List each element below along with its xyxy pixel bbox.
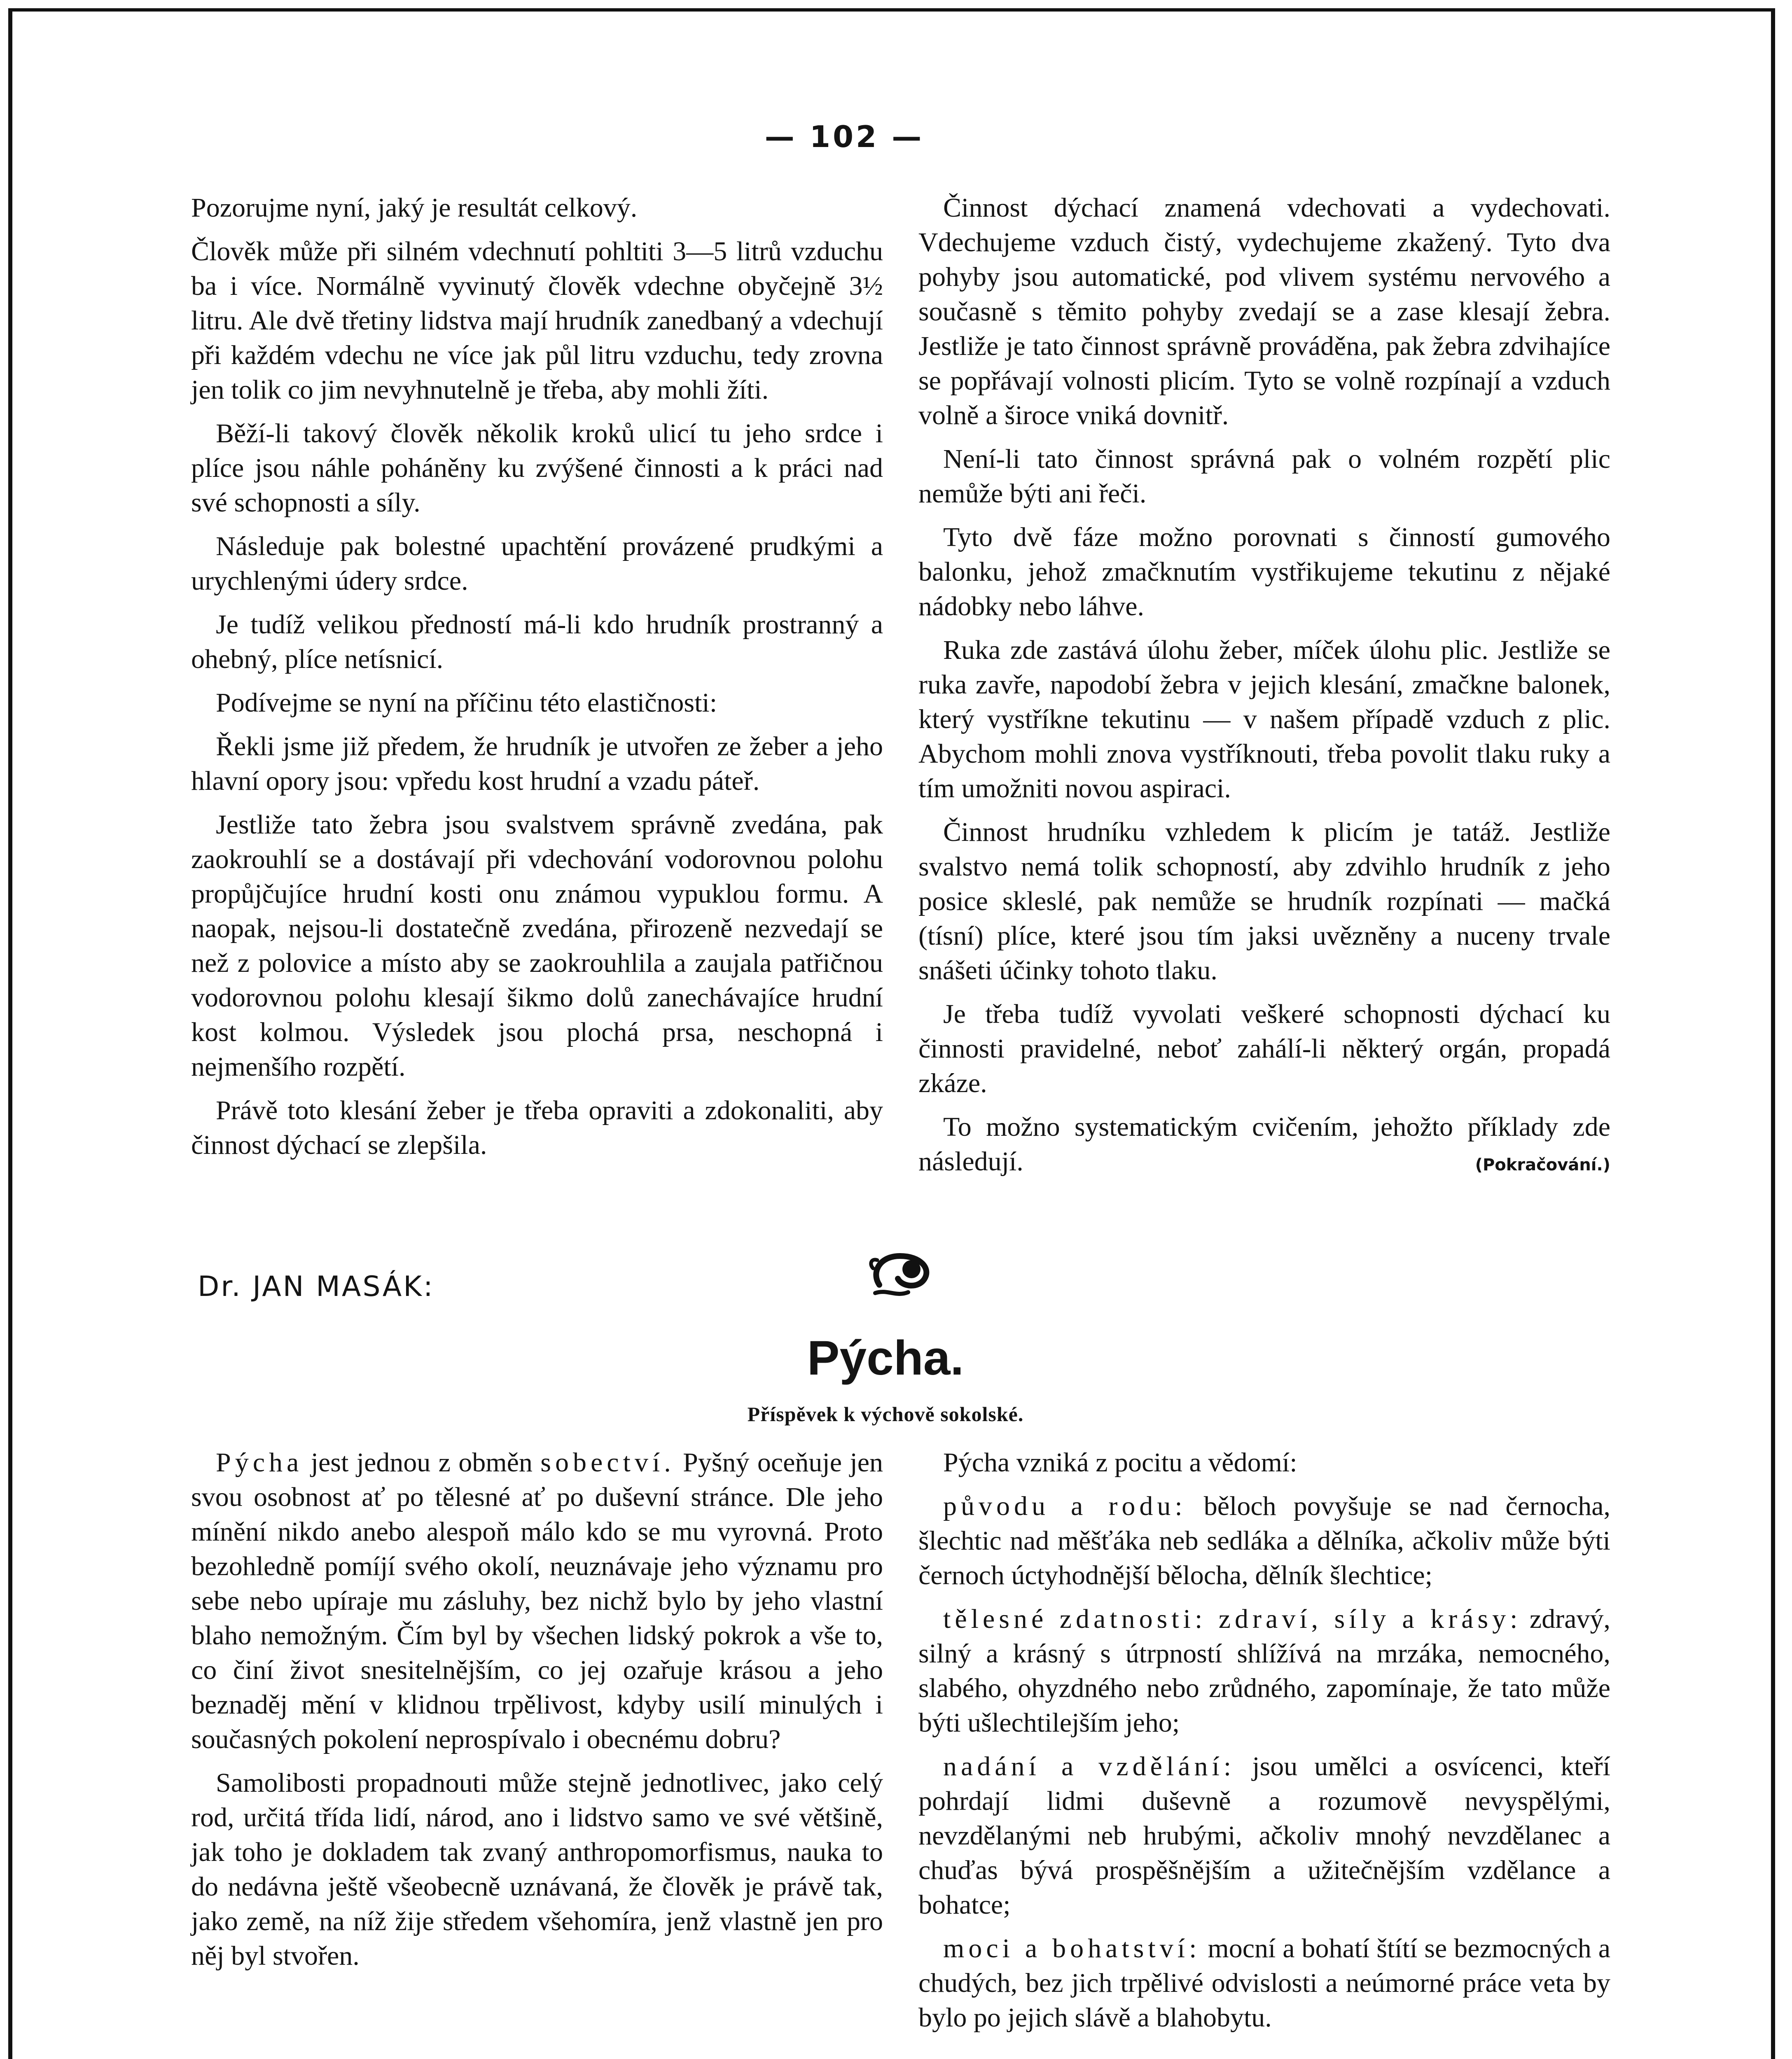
- article2-right-column: [918, 1445, 1610, 2035]
- paragraph-text: To možno systematickým cvičením, jehožto příklady zde následují.: [918, 1112, 1610, 1177]
- paragraph: Je tudíž velikou předností má-li kdo hrudník prostranný a ohebný, plíce netísnicí.: [191, 609, 883, 674]
- paragraph: Řekli jsme již předem, že hrudník je utvořen ze žeber a jeho hlavní opory jsou: vpředu kost hrudní a vzadu páteř.: [191, 731, 883, 796]
- article-title: Pýcha.: [807, 1331, 964, 1385]
- list-item: [918, 1602, 1610, 1740]
- list-item-text: jsou umělci a osvícenci, kteří pohrdají lidmi duševně a rozumově nevyspělými, nevzdělanými neb hrubými, ačkoliv mnohý nevzdělanec a chuďas bývá prospěšnějším a užitečnějším vzdělance a bohatce;: [918, 1751, 1610, 1920]
- article1-right-column: [918, 191, 1610, 1182]
- list-item: [918, 1749, 1610, 1922]
- paragraph-text: jest jednou z obměn: [311, 1447, 533, 1478]
- paragraph-text: Pyšný oceňuje jen svou osobnost ať po tělesné ať po duševní stránce. Dle jeho mínění nikdo anebo alespoň málo kdo se mu vyrovná. Proto bezohledně pomíjí svého okolí, neuznávaje jeho významu pro sebe nebo upíraje mu zásluhy, bez nichž bylo by jeho vlastní blaho nemožným. Čím byl by všechen lidský pokrok a vše to, co činí život snesitelnějším, co jej ozařuje krásou a jeho beznaděj mění v klidnou trpělivost, kdyby usilí minulých i současných pokolení neprospívalo i obecnému dobru?: [191, 1447, 883, 1754]
- paragraph: [191, 1445, 883, 1757]
- paragraph: Činnost dýchací znamená vdechovati a vydechovati. Vdechujeme vzduch čistý, vydechujeme zkažený. Tyto dva pohyby jsou automatické, pod vlivem systému nervového a současně s těmito pohyby zvedají se a zase klesají žebra. Jestliže je tato činnost správně prováděna, pak žebra zdvihajíce se popřávají volnosti plicím. Tyto se volně rozpínají a vzduch volně a široce vniká dovnitř.: [918, 193, 1610, 430]
- paragraph: Člověk může při silném vdechnutí pohltiti 3—5 litrů vzduchu ba i více. Normálně vyvinutý člověk vdechne obyčejně 3½ litru. Ale dvě třetiny lidstva mají hrudník zanedbaný a vdechují při každém vdechu ne více jak půl litru vzduchu, tedy zrovna jen tolik co jim nevyhnutelně je třeba, aby mohli žíti.: [191, 236, 883, 405]
- paragraph: Podívejme se nyní na příčinu této elastičnosti:: [216, 688, 717, 718]
- emphasis: nadání a vzdělání:: [943, 1751, 1236, 1781]
- paragraph: Pýcha vzniká z pocitu a vědomí:: [943, 1447, 1297, 1478]
- paragraph: Následuje pak bolestné upachtění provázené prudkými a urychlenými údery srdce.: [191, 531, 883, 596]
- list-item: [918, 1931, 1610, 2035]
- emphasis: moci a bohatství:: [943, 1933, 1201, 1963]
- list-item: [918, 1489, 1610, 1593]
- paragraph: Právě toto klesání žeber je třeba opraviti a zdokonaliti, aby činnost dýchací se zlepšila.: [191, 1095, 883, 1160]
- floral-ornament-icon: [863, 1240, 937, 1301]
- article2-left-column: [191, 1445, 883, 1973]
- article1-left-column: [191, 191, 883, 1163]
- list-item-text: běloch povyšuje se nad černocha, šlechtic nad měšťáka neb sedláka a dělníka, ačkoliv může býti černoch úctyhodnější bělocha, dělník šlechtice;: [918, 1491, 1610, 1590]
- author-byline: Dr. JAN MASÁK:: [198, 1270, 435, 1303]
- emphasis: sobectví.: [540, 1447, 675, 1478]
- paragraph: Jestliže tato žebra jsou svalstvem správně zvedána, pak zaokrouhlí se a dostávají při vdechování vodorovnou polohu propůjčujíce hrudní kosti onu známou vypuklou formu. A naopak, nejsou-li dostatečně zvedána, přirozeně nezvedají se než z polovice a místo aby se zaokrouhlila a zaujala patřičnou vodorovnou polohu klesají šikmo dolů zanechávajíce hrudní kost kolmou. Výsledek jsou plochá prsa, neschopná i nejmenšího rozpětí.: [191, 810, 883, 1082]
- paragraph: Činnost hrudníku vzhledem k plicím je tatáž. Jestliže svalstvo nemá tolik schopností, aby zdvihlo hrudník z jeho posice skleslé, pak nemůže se hrudník rozpínati — mačká (tísní) plíce, které jsou tím jaksi uvězněny a nuceny trvale snášeti účinky tohoto tlaku.: [918, 817, 1610, 985]
- paragraph: Ruka zde zastává úlohu žeber, míček úlohu plic. Jestliže se ruka zavře, napodobí žebra v jejich klesání, zmačkne balonek, který vystříkne tekutinu — v našem případě vzduch z plic. Abychom mohli znova vystříknouti, třeba povolit tlaku ruky a tím umožniti novou aspiraci.: [918, 635, 1610, 803]
- paragraph: Není-li tato činnost správná pak o volném rozpětí plic nemůže býti ani řeči.: [918, 444, 1610, 509]
- emphasis: tělesné zdatnosti: zdraví, síly a krásy:: [943, 1604, 1522, 1634]
- page-number: — 102 —: [764, 119, 924, 154]
- paragraph: Samolibosti propadnouti může stejně jednotlivec, jako celý rod, určitá třída lidí, národ, ano i lidstvo samo ve své většině, jak toho je dokladem tak zvaný anthropomorfismus, nauka to do nedávna ještě všeobecně uznávaná, že člověk je právě tak, jako země, na níž žije středem všehomíra, jenž vlastně jen pro něj byl stvořen.: [191, 1768, 883, 1971]
- paragraph: Je třeba tudíž vyvolati veškeré schopnosti dýchací ku činnosti pravidelné, neboť zahálí-li některý orgán, propadá zkáze.: [918, 999, 1610, 1098]
- paragraph: [918, 1110, 1610, 1179]
- emphasis: původu a rodu:: [943, 1491, 1187, 1521]
- paragraph: Běží-li takový člověk několik kroků ulicí tu jeho srdce i plíce jsou náhle poháněny ku zvýšené činnosti a k práci nad své schopnosti a síly.: [191, 418, 883, 518]
- paragraph: Pozorujme nyní, jaký je resultát celkový.: [191, 193, 638, 223]
- article-subtitle: Příspěvek k výchově sokolské.: [747, 1403, 1024, 1426]
- emphasis: Pýcha: [216, 1447, 303, 1478]
- paragraph: Tyto dvě fáze možno porovnati s činností gumového balonku, jehož zmačknutím vystřikujeme tekutinu z nějaké nádobky nebo láhve.: [918, 522, 1610, 621]
- list-item-text: zdravý, silný a krásný s útrpností shlížívá na mrzáka, nemocného, slabého, ohyzdného nebo zrůdného, zapomínaje, že tato může býti ušlechtilejším jeho;: [918, 1604, 1610, 1738]
- continued-note: (Pokračování.): [1475, 1156, 1610, 1174]
- list-item-text: mocní a bohatí štítí se bezmocných a chudých, bez jich trpělivé odvislosti a neúmorné práce veta by bylo po jejich slávě a blahobytu.: [918, 1933, 1611, 2033]
